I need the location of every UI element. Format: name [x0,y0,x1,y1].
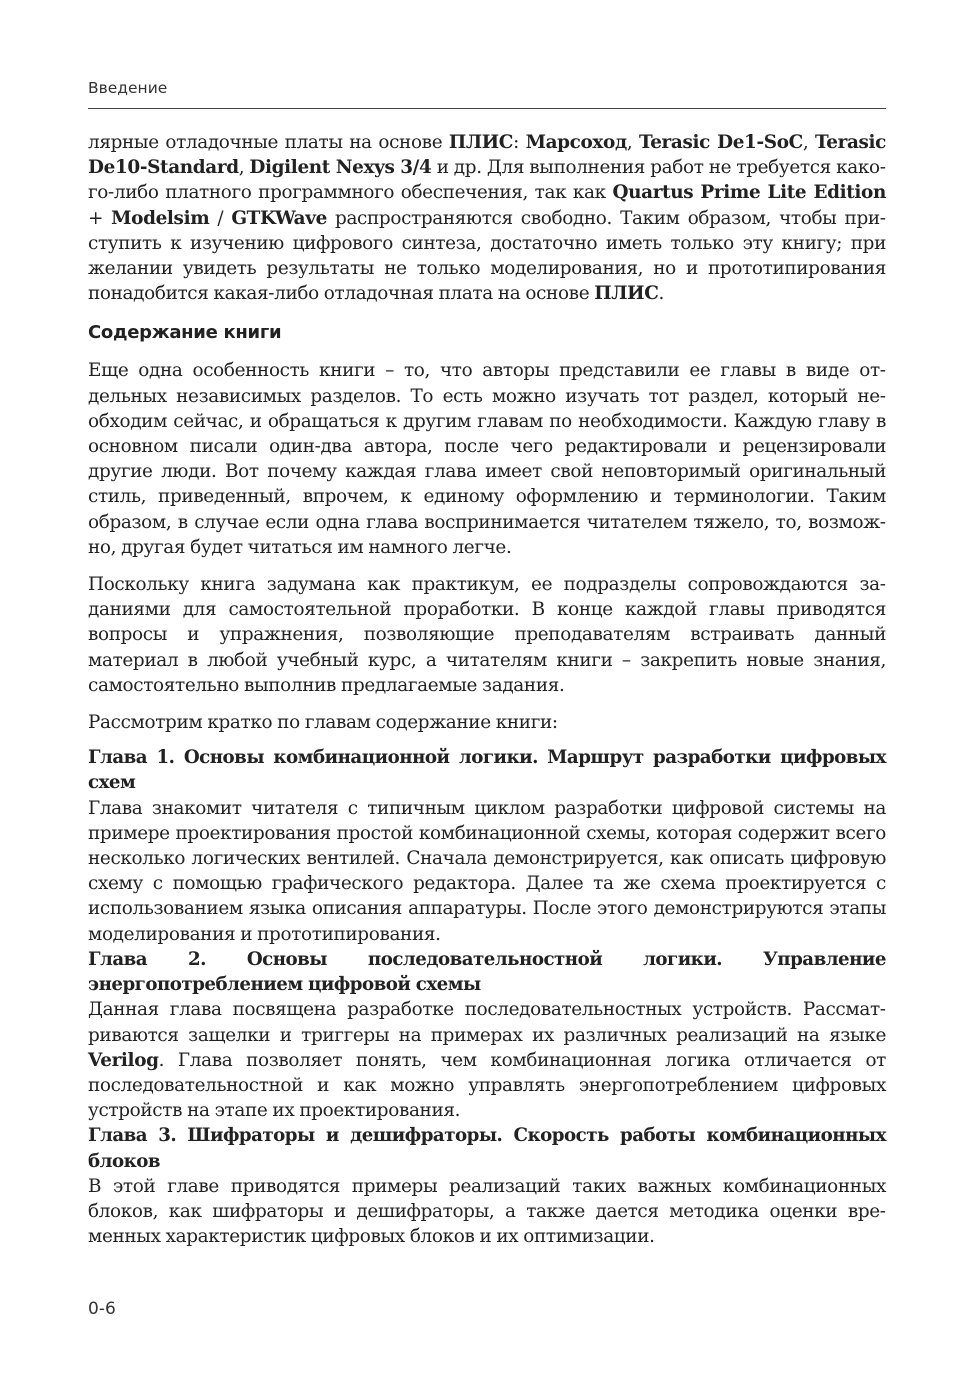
intro-paragraph [88,130,886,306]
board-terasic-de10: Terasic De10-Standard [88,132,886,179]
intro-text-4: + [88,207,112,229]
board-marsohod: Марсоход [525,132,627,153]
intro-sep-2: , [802,132,816,153]
chapter-2-body-text-b: . Глава позволяет понять, чем комбинационная логика отличается от последовательностной и как можно управлять энергопотреблением цифровых устройств на этапе их проектирования. [88,1049,886,1122]
section-paragraph-3: Рассмотрим кратко по главам содержание книги: [88,712,558,734]
section-paragraph-2: Поскольку книга задумана как практикум, ее подразделы сопровождаются заданиями для самостоятельной проработки. В конце каждой главы приводятся вопросы и упражнения, позволяющие преподавателям встраивать данный материал в любой учебный курс, а читателям книги – закрепить новые знания, самостоятельно выполнив предлагаемые задания. [88,574,886,696]
term-plis: ПЛИС [448,132,514,153]
chapter-2-body-text-a: Данная глава посвящена разработке последовательностных устройств. Рассматриваются защелки и триггеры на примерах их различных реализаций на языке [88,999,886,1046]
board-digilent-nexys: Digilent Nexys 3/4 [249,157,432,179]
chapter-3-body: В этой главе приводятся примеры реализаций таких важных комбинационных блоков, как шифраторы и дешифраторы, а также дается методика оценки временных характеристик цифровых блоков и их оптимизации. [88,1175,886,1248]
intro-text-1: лярные отладочные платы на основе [88,132,449,153]
header-rule [88,108,886,109]
page-number: 0-6 [88,1299,116,1319]
intro-text-6: распространяются свободно. Таким образом, чтобы приступить к изучению цифрового синтеза, достаточно иметь только эту книгу; при желании увидеть результаты не только моделирования, но и прототипирования понадобится какая-либо отладочная плата на основе [88,207,886,305]
software-modelsim: Modelsim [111,207,210,229]
intro-text-3: и др. Для выполнения работ не требуется какого-либо платного программного обеспечения, так как [88,157,886,204]
software-quartus: Quartus Prime Lite Edition [612,182,886,204]
chapter-2-body [88,997,886,1123]
section-heading: Содержание книги [88,322,282,344]
chapter-3-title: Глава 3. Шифраторы и дешифраторы. Скорость работы комбинационных блоков [88,1125,886,1172]
intro-text-7: . [658,283,664,305]
intro-sep-3: , [238,157,250,179]
term-plis-2: ПЛИС [594,283,659,305]
chapter-1-body: Глава знакомит читателя с типичным циклом разработки цифровой системы на примере проектирования простой комбинационной схемы, которая содержит всего несколько логических вентилей. Сначала демонстрируется, как описать цифровую схему с помощью графического редактора. Далее та же схема проектируется с использованием языка описания аппаратуры. После этого демонстрируются этапы моделирования и прототипирования. [88,797,886,945]
board-terasic-de1: Terasic De1-SoC [638,132,803,153]
intro-sep-1: , [626,132,639,153]
running-header: Введение [88,79,168,97]
term-verilog: Verilog [88,1049,159,1071]
chapter-1-title: Глава 1. Основы комбинационной логики. Маршрут разработки цифровых схем [88,747,886,794]
section-paragraph-1: Еще одна особенность книги – то, что авторы представили ее главы в виде отдельных независимых разделов. То есть можно изучать тот раздел, который необходим сейчас, и обращаться к другим главам по необходимости. Каждую главу в основном писали один-два автора, после чего редактировали и рецензировали другие люди. Вот почему каждая глава имеет свой неповторимый оригинальный стиль, приведенный, впрочем, к единому оформлению и терминологии. Таким образом, в случае если одна глава воспринимается читателем тяжело, то, возможно, другая будет читаться им намного легче. [88,360,886,558]
chapter-2-title: Глава 2. Основы последовательностной логики. Управление энергопотреблением цифровой схемы [88,948,886,996]
intro-text-5: / [209,207,232,229]
intro-text-2: : [513,132,526,153]
page-body [88,130,886,1249]
software-gtkwave: GTKWave [231,207,327,229]
